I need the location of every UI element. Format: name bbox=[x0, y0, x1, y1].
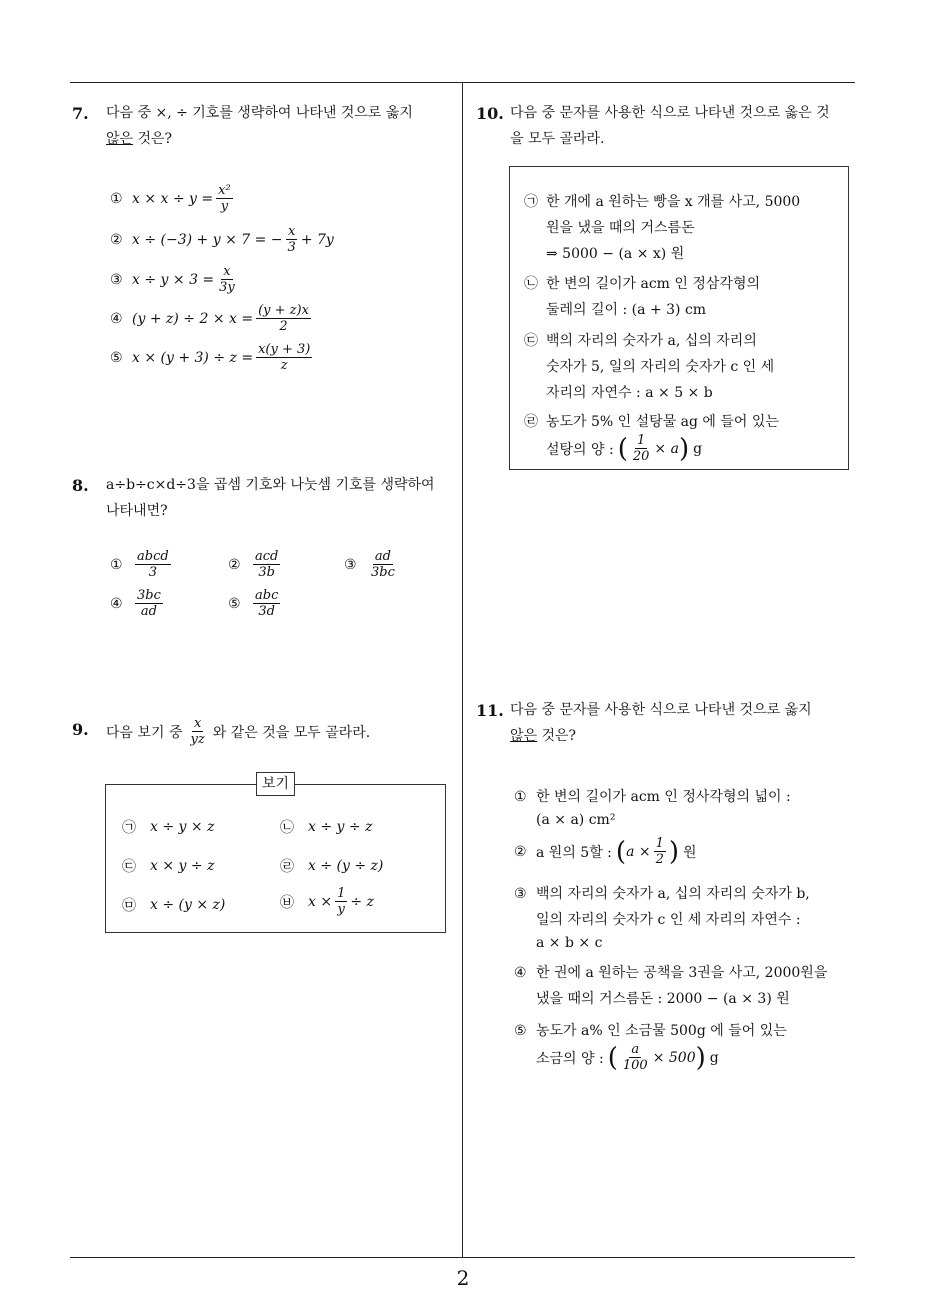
example-item-5: ㉤ x ÷ (y × z) bbox=[122, 897, 226, 914]
option-1[interactable]: ① $\frac{\text{abcd}}{3}$ bbox=[110, 549, 169, 580]
option-1[interactable]: ① x × x ÷ y = $\frac{\text{x²}}{y}$ bbox=[110, 183, 231, 214]
question-text: 다음 중 문자를 사용한 식으로 나타낸 것으로 옳은 것 을 모두 골라라. bbox=[510, 105, 830, 147]
option-3[interactable]: ③ x ÷ y × 3 = $\frac{x}{3y}$ bbox=[110, 264, 235, 295]
fraction: $\frac{1}{20}$ bbox=[632, 433, 650, 464]
fraction: $\frac{(y + z)x}{2}$ bbox=[258, 303, 309, 334]
option-5[interactable]: ⑤ $\frac{\text{abc}}{3d}$ bbox=[228, 588, 279, 619]
fraction: $\frac{3bc}{ad}$ bbox=[137, 588, 161, 619]
question-text: 다음 보기 중 $\frac{x}{yz}$ 와 같은 것을 모두 골라라. bbox=[106, 716, 371, 747]
statement-1[interactable]: ㉠ 한 개에 a 원하는 빵을 x 개를 사고, 5000 원을 냈을 때의 거스름돈 ⇒ 5000 − (a × x) 원 bbox=[524, 194, 801, 262]
statement-2[interactable]: ㉡ 한 변의 길이가 acm 인 정삼각형의 둘레의 길이 : (a + 3) cm bbox=[524, 276, 761, 318]
fraction: $\frac{ad}{3bc}$ bbox=[371, 549, 395, 580]
question-number: 7. bbox=[72, 104, 89, 123]
example-item-2: ㉡ x ÷ y ÷ z bbox=[280, 819, 373, 836]
option-2[interactable]: ② $\frac{\text{acd}}{3b}$ bbox=[228, 549, 279, 580]
statement-3[interactable]: ㉢ 백의 자리의 숫자가 a, 십의 자리의 숫자가 5, 일의 자리의 숫자가 c 인 세 자리의 자연수 : a × 5 × b bbox=[524, 333, 775, 401]
question-text: a÷b÷c×d÷3을 곱셈 기호와 나눗셈 기호를 생략하여 나타내면? bbox=[106, 477, 435, 519]
option-5[interactable]: ⑤ 농도가 a% 인 소금물 500g 에 들어 있는 소금의 양 : ( $\frac{a}{100}$ × 500 ) g bbox=[514, 1023, 787, 1073]
fraction: $\frac{a}{100}$ bbox=[622, 1042, 648, 1073]
option-4[interactable]: ④ $\frac{3bc}{ad}$ bbox=[110, 588, 161, 619]
question-number: 9. bbox=[72, 720, 89, 739]
fraction: $\frac{1}{y}$ bbox=[337, 886, 346, 917]
fraction: $\frac{x}{3}$ bbox=[287, 224, 296, 255]
bottom-rule bbox=[70, 1257, 855, 1258]
underlined-word: 않은 bbox=[510, 728, 538, 744]
fraction: $\frac{\text{abc}}{3d}$ bbox=[255, 588, 279, 619]
question-number: 10. bbox=[476, 104, 504, 123]
option-3[interactable]: ③ 백의 자리의 숫자가 a, 십의 자리의 숫자가 b, 일의 자리의 숫자가 c 인 세 자리의 자연수 : a × b × c bbox=[514, 886, 810, 951]
fraction: $\frac{1}{2}$ bbox=[655, 836, 664, 867]
column-divider bbox=[462, 83, 463, 1257]
statement-4[interactable]: ㉣ 농도가 5% 인 설탕물 ag 에 들어 있는 설탕의 양 : ( $\frac{1}{20}$ × a ) g bbox=[524, 414, 779, 464]
fraction: $\frac{\text{acd}}{3b}$ bbox=[255, 549, 279, 580]
fraction: $\frac{x}{yz}$ bbox=[190, 716, 205, 747]
fraction: $\frac{\text{abcd}}{3}$ bbox=[137, 549, 169, 580]
option-2[interactable]: ② x ÷ (−3) + y × 7 = − $\frac{x}{3}$ + 7y bbox=[110, 224, 334, 255]
option-5[interactable]: ⑤ x × (y + 3) ÷ z = $\frac{x(y + 3)}{z}$ bbox=[110, 342, 311, 373]
fraction: $\frac{\text{x²}}{y}$ bbox=[218, 183, 231, 214]
example-box-title: 보기 bbox=[256, 772, 295, 796]
question-number: 8. bbox=[72, 476, 89, 495]
page-number: 2 bbox=[456, 1266, 470, 1290]
fraction: $\frac{x(y + 3)}{z}$ bbox=[258, 342, 311, 373]
underlined-word: 않은 bbox=[106, 131, 134, 147]
fraction: $\frac{x}{3y}$ bbox=[219, 264, 235, 295]
example-item-1: ㉠ x ÷ y × z bbox=[122, 819, 215, 836]
option-4[interactable]: ④ 한 권에 a 원하는 공책을 3권을 사고, 2000원을 냈을 때의 거스름돈 : 2000 − (a × 3) 원 bbox=[514, 965, 828, 1007]
example-item-6: ㉥ x × $\frac{1}{y}$ ÷ z bbox=[280, 886, 374, 917]
example-item-3: ㉢ x × y ÷ z bbox=[122, 858, 215, 875]
question-text: 다음 중 ×, ÷ 기호를 생략하여 나타낸 것으로 옳지 않은 것은? bbox=[106, 105, 413, 147]
option-2[interactable]: ② a 원의 5할 : ( a × $\frac{1}{2}$ ) 원 bbox=[514, 836, 697, 867]
option-4[interactable]: ④ (y + z) ÷ 2 × x = $\frac{(y + z)x}{2}$ bbox=[110, 303, 309, 334]
question-number: 11. bbox=[476, 701, 504, 720]
option-3[interactable]: ③ $\frac{ad}{3bc}$ bbox=[344, 549, 395, 580]
option-1[interactable]: ① 한 변의 길이가 acm 인 정사각형의 넓이 : (a × a) cm² bbox=[514, 789, 791, 828]
example-item-4: ㉣ x ÷ (y ÷ z) bbox=[280, 858, 384, 875]
question-text: 다음 중 문자를 사용한 식으로 나타낸 것으로 옳지 않은 것은? bbox=[510, 702, 812, 744]
